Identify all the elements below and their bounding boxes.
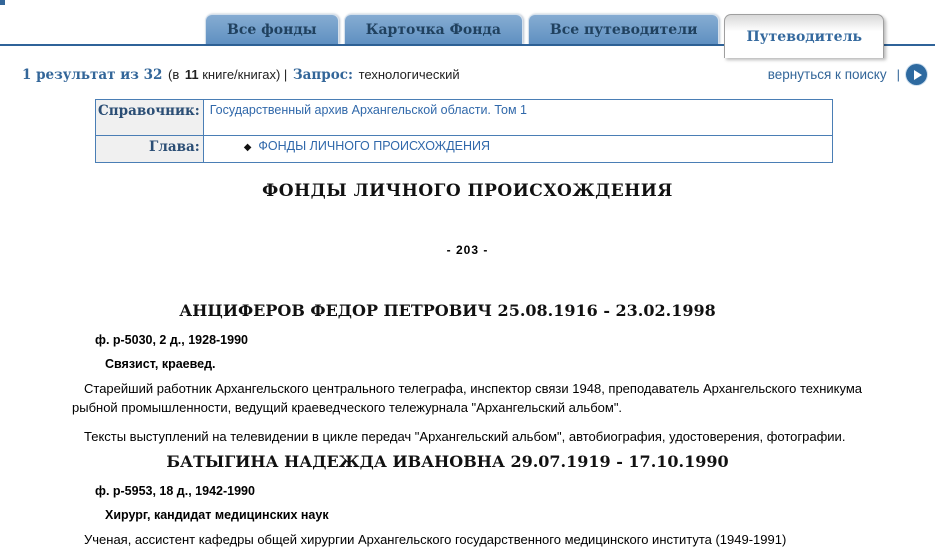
tab-label: Путеводитель (746, 28, 862, 45)
books-count: 11 (184, 66, 199, 82)
fond-reference: ф. р-5953, 18 д., 1942-1990 (95, 484, 255, 498)
occupation-line: Связист, краевед. (105, 357, 216, 371)
query-label: Запрос: (292, 66, 353, 83)
separator: | (896, 67, 900, 82)
fond-reference: ф. р-5030, 2 д., 1928-1990 (95, 333, 248, 347)
row-label: Глава: (96, 136, 204, 163)
tab-fond-card[interactable] (344, 14, 523, 44)
tab-all-fonds[interactable] (205, 14, 339, 44)
books-suffix: книге/книгах) | (202, 66, 288, 82)
results-summary (22, 67, 462, 83)
results-actions (768, 64, 927, 85)
chapter-title: ФОНДЫ ЛИЧНОГО ПРОИСХОЖДЕНИЯ (262, 181, 673, 201)
query-value: технологический (358, 66, 460, 82)
tabs-container (205, 14, 884, 44)
tab-label: Все фонды (227, 21, 317, 38)
entry-paragraph: Ученая, ассистент кафедры общей хирургии Архангельского государственного медицинского института (1949-1991) (84, 532, 787, 547)
tab-guide[interactable] (724, 14, 884, 58)
forward-arrow-button[interactable] (906, 64, 927, 85)
entry-heading: БАТЫГИНА НАДЕЖДА ИВАНОВНА 29.07.1919 - 17.10.1990 (166, 452, 729, 471)
guide-volume-link[interactable]: Государственный архив Архангельской области. Том 1 (209, 103, 528, 117)
occupation-line: Хирург, кандидат медицинских наук (105, 508, 329, 522)
books-prefix: (в (167, 66, 180, 82)
table-row-glava (96, 136, 833, 163)
row-label: Справочник: (96, 100, 204, 136)
chapter-link[interactable]: ФОНДЫ ЛИЧНОГО ПРОИСХОЖДЕНИЯ (258, 139, 491, 153)
entry-heading: АНЦИФЕРОВ ФЕДОР ПЕТРОВИЧ 25.08.1916 - 23.02.1998 (179, 301, 716, 320)
tab-label: Все путеводители (549, 21, 698, 38)
archive-entry (0, 452, 935, 548)
tab-all-guides[interactable] (528, 14, 720, 44)
results-count: 1 результат из 32 (22, 66, 163, 83)
results-bar (0, 58, 935, 85)
back-to-search-link[interactable]: вернуться к поиску (767, 67, 887, 82)
page-number: - 203 - (446, 243, 489, 257)
diamond-bullet-icon: ◆ (243, 142, 252, 153)
play-arrow-icon (914, 70, 922, 80)
archive-entry (0, 301, 935, 446)
content-area (0, 99, 935, 548)
tab-bar (0, 0, 935, 58)
table-row-spravochnik (96, 100, 833, 136)
entry-paragraph: Старейший работник Архангельского центрального телеграфа, инспектор связи 1948, преподаватель Архангельского техникума рыбной промышленности, ведущий краеведческого тележурнала "Архангельский альбом". (72, 381, 863, 415)
tab-label: Карточка Фонда (365, 21, 501, 38)
info-table (95, 99, 833, 163)
entry-paragraph: Тексты выступлений на телевидении в цикле передач "Архангельский альбом", автобиография, удостоверения, фотографии. (84, 429, 846, 444)
